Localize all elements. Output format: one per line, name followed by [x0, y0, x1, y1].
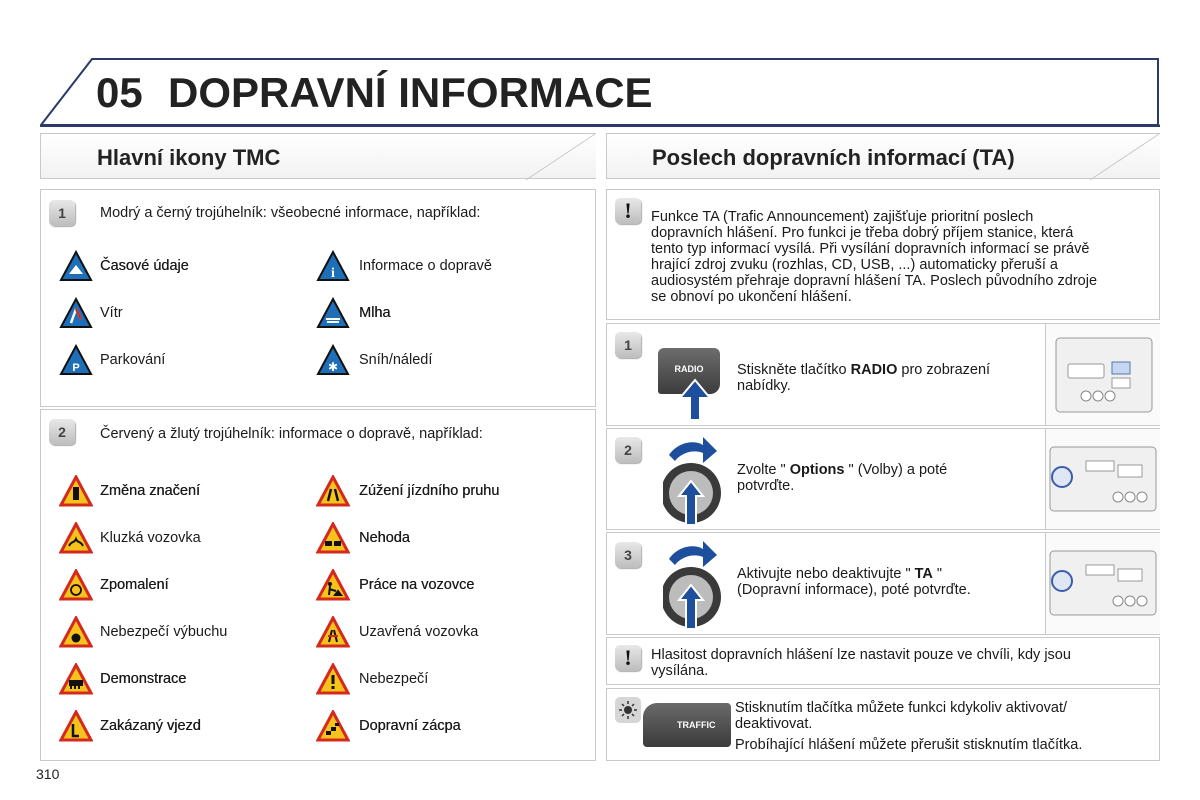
step-line: potvrďte.	[737, 478, 795, 494]
note-line: Hlasitost dopravních hlášení lze nastavit pouze ve chvíli, kdy jsou	[651, 647, 1071, 663]
sign-label: Sníh/náledí	[359, 352, 433, 368]
radio-panel-image	[1046, 324, 1161, 425]
note-line: dopravních hlášení. Pro funkci je třeba dobrý příjem stanice, která	[651, 225, 1074, 241]
step-line: (Dopravní informace), poté potvrďte.	[737, 582, 971, 598]
step-badge: 3	[615, 542, 641, 568]
traffic-jam-sign-icon	[316, 710, 350, 742]
radio-panel-image	[1046, 429, 1161, 529]
sign-label: Parkování	[100, 352, 166, 368]
group-intro: Červený a žlutý trojúhelník: informace o dopravě, například:	[100, 426, 483, 442]
sign-label: Uzavřená vozovka	[359, 624, 479, 640]
note-line: se obnoví po ukončení hlášení.	[651, 289, 852, 305]
svg-text:i: i	[331, 266, 335, 281]
text-span: Aktivujte nebo deaktivujte "	[737, 566, 915, 582]
step-line: nabídky.	[737, 378, 791, 394]
heading-corner	[1090, 133, 1160, 181]
snowflake-sign-icon	[316, 344, 350, 376]
svg-text:✱: ✱	[327, 360, 339, 374]
page-title: DOPRAVNÍ INFORMACE	[168, 69, 653, 116]
heading-corner	[526, 133, 596, 181]
note-line: tento typ informací vysílá. Při vysílání dopravních informací se právě	[651, 241, 1090, 257]
step-badge: 1	[615, 332, 641, 358]
step-line	[737, 362, 990, 378]
text-span: Stiskněte tlačítko	[737, 362, 851, 378]
step-badge: 2	[615, 437, 641, 463]
sign-label: Vítr	[100, 305, 123, 321]
step-text	[737, 462, 947, 494]
group-intro: Modrý a černý trojúhelník: všeobecné informace, například:	[100, 205, 481, 221]
chapter-number: 05	[96, 69, 143, 116]
fog-sign-icon	[316, 297, 350, 329]
key-label: RADIO	[674, 364, 704, 374]
section-heading-ta	[606, 133, 1160, 179]
explosion-sign-icon	[59, 616, 93, 648]
step-line	[737, 566, 971, 582]
info-sign-icon	[316, 250, 350, 282]
sign-label: Mlha	[359, 305, 391, 321]
note-text	[651, 647, 1071, 679]
tip-line: Stisknutím tlačítka můžete funkci kdykoliv aktivovat/	[735, 700, 1068, 716]
sign-label: Zúžení jízdního pruhu	[359, 483, 500, 499]
no-entry-sign-icon	[59, 710, 93, 742]
sign-label: Nehoda	[359, 530, 410, 546]
sign-label: Informace o dopravě	[359, 258, 492, 274]
note-line: Funkce TA (Trafic Announcement) zajišťuje prioritní poslech	[651, 209, 1034, 225]
traffic-key-icon	[643, 703, 731, 747]
step-badge: 1	[49, 200, 75, 226]
bold-term: TA	[914, 566, 933, 582]
lightbulb-icon	[615, 697, 641, 723]
marking-change-sign-icon	[59, 475, 93, 507]
sign-label: Kluzká vozovka	[100, 530, 201, 546]
note-line: vysílána.	[651, 663, 709, 679]
sign-label: Nebezpečí výbuchu	[100, 624, 228, 640]
danger-sign-icon	[316, 663, 350, 695]
ta-step-1	[606, 323, 1160, 426]
radio-panel-image	[1046, 533, 1161, 633]
text-span: pro zobrazení	[897, 362, 991, 378]
road-closed-sign-icon	[316, 616, 350, 648]
key-label: TRAFFIC	[677, 720, 716, 730]
section-title: Poslech dopravních informací (TA)	[652, 145, 1015, 170]
step-line	[737, 462, 947, 478]
rotary-knob-icon	[663, 537, 723, 633]
note-line: audiosystém přehraje dopravní hlášení TA. Poslech původního zdroje	[651, 273, 1098, 289]
press-arrow-icon	[677, 378, 713, 422]
sign-label: Zakázaný vjezd	[100, 718, 201, 734]
bold-term: RADIO	[850, 362, 898, 378]
ta-step-3	[606, 532, 1160, 635]
ta-info-note	[606, 189, 1160, 320]
step-badge: 2	[49, 419, 75, 445]
radio-panel-thumbnail	[1045, 429, 1160, 529]
note-text	[651, 209, 1097, 305]
step-text	[737, 566, 971, 598]
slippery-road-sign-icon	[59, 522, 93, 554]
sign-label: Dopravní zácpa	[359, 718, 461, 734]
chapter-header	[40, 57, 1160, 125]
step-text	[737, 362, 990, 394]
exclamation-icon: !	[615, 198, 641, 224]
tip-text	[735, 700, 1082, 753]
section-title: Hlavní ikony TMC	[97, 145, 281, 170]
sign-label: Časové údaje	[100, 258, 189, 274]
sign-label: Změna značení	[100, 483, 200, 499]
text-span: "	[932, 566, 943, 582]
accident-sign-icon	[316, 522, 350, 554]
volume-note	[606, 637, 1160, 685]
tip-line: Probíhající hlášení můžete přerušit stisknutím tlačítka.	[735, 737, 1083, 753]
sign-label: Zpomalení	[100, 577, 169, 593]
rotary-knob-icon	[663, 433, 723, 529]
wind-sign-icon	[59, 297, 93, 329]
demonstration-sign-icon	[59, 663, 93, 695]
svg-text:P: P	[72, 362, 80, 374]
note-line: hrající zdroj zvuku (rozhlas, CD, USB, ...) automaticky přeruší a	[651, 257, 1058, 273]
sign-label: Nebezpečí	[359, 671, 429, 687]
section-heading-tmc	[40, 133, 596, 179]
lane-narrowing-sign-icon	[316, 475, 350, 507]
slowdown-sign-icon	[59, 569, 93, 601]
page-number: 310	[36, 766, 60, 782]
radio-panel-thumbnail	[1045, 533, 1160, 634]
parking-sign-icon	[59, 344, 93, 376]
traffic-tip	[606, 688, 1160, 761]
sign-label: Demonstrace	[100, 671, 187, 687]
text-span: " (Volby) a poté	[844, 462, 948, 478]
text-span: Zvolte "	[737, 462, 790, 478]
bold-term: Options	[789, 462, 845, 478]
sign-label: Práce na vozovce	[359, 577, 475, 593]
tip-line: deaktivovat.	[735, 716, 813, 732]
ta-step-2	[606, 428, 1160, 530]
exclamation-icon: !	[615, 645, 641, 671]
clock-sign-icon	[59, 250, 93, 282]
radio-panel-thumbnail	[1045, 324, 1160, 425]
roadworks-sign-icon	[316, 569, 350, 601]
